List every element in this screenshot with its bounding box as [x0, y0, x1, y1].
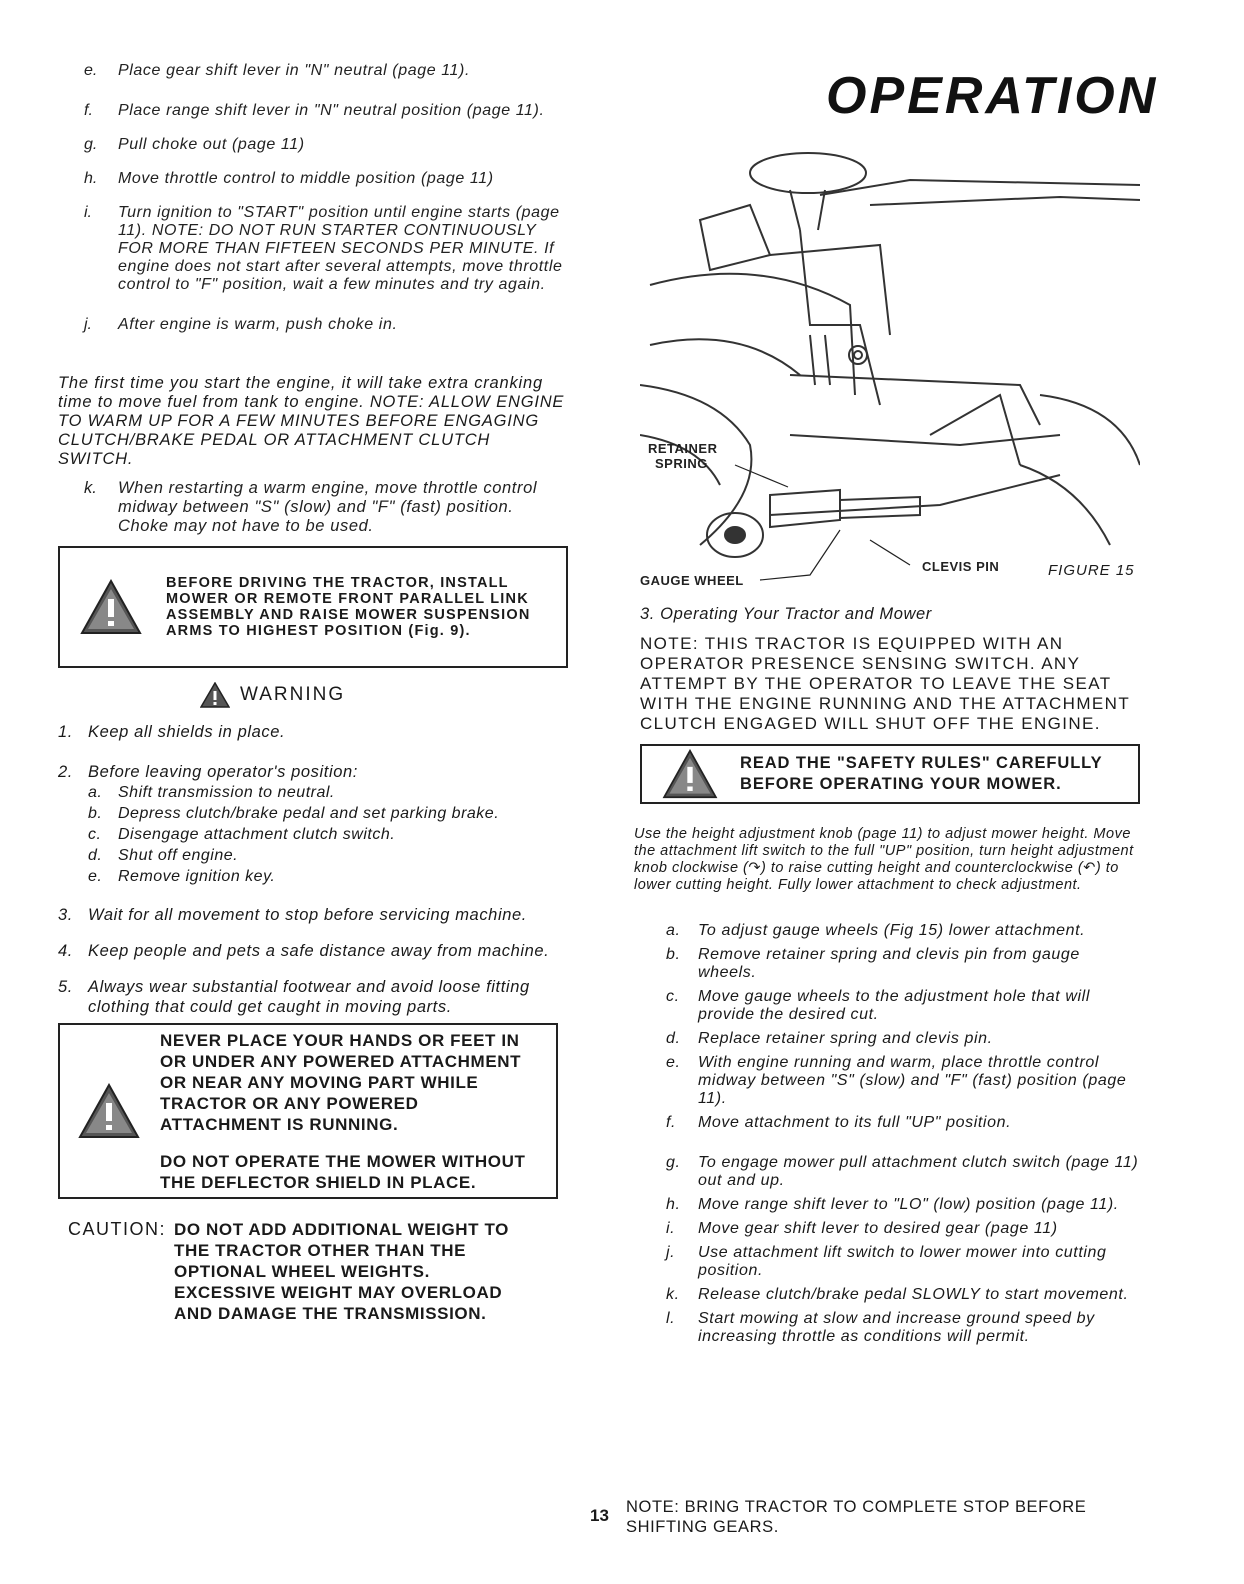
- sub-text: Depress clutch/brake pedal and set parking brake.: [118, 805, 500, 822]
- step-label: i.: [84, 204, 92, 221]
- step-text: Use attachment lift switch to lower mower into cutting position.: [698, 1244, 1107, 1279]
- operator-note: NOTE: THIS TRACTOR IS EQUIPPED WITH AN OPERATOR PRESENCE SENSING SWITCH. ANY ATTEMPT BY THE OPERATOR TO LEAVE THE SEAT WITH THE ENGINE RUNNING AND THE ATTACHMENT CLUTCH ENGAGED WILL SHUT OFF THE ENGINE.: [640, 634, 1130, 733]
- item-text: Always wear substantial footwear and avoid loose fitting clothing that could get caught in moving parts.: [88, 978, 530, 1016]
- step-label: g.: [666, 1154, 681, 1171]
- sub-text: Disengage attachment clutch switch.: [118, 826, 396, 843]
- label-gauge-wheel: GAUGE WHEEL: [640, 573, 744, 588]
- box2-para2: DO NOT OPERATE THE MOWER WITHOUT THE DEFLECTOR SHIELD IN PLACE.: [160, 1151, 526, 1192]
- label-retainer: RETAINER: [648, 441, 718, 456]
- warning-item: [58, 941, 568, 961]
- step-k: [58, 479, 568, 536]
- right-column: [634, 605, 1140, 1352]
- warning-heading: [200, 682, 568, 708]
- right-step: [640, 1244, 1140, 1280]
- sub-label: c.: [88, 826, 102, 843]
- step-e: [58, 62, 568, 80]
- step-text: Move gauge wheels to the adjustment hole that will provide the desired cut.: [698, 988, 1090, 1023]
- step-text: When restarting a warm engine, move throttle control midway between "S" (slow) and "F" (fast) position. Choke may not have to be used.: [118, 479, 538, 535]
- step-label: c.: [666, 988, 680, 1005]
- warning-list: [58, 722, 568, 1017]
- step-label: i.: [666, 1220, 676, 1237]
- box3-text: READ THE "SAFETY RULES" CAREFULLY BEFORE OPERATING YOUR MOWER.: [740, 754, 1103, 793]
- step-text: Place gear shift lever in "N" neutral (page 11).: [118, 62, 471, 79]
- left-column: [58, 62, 568, 1324]
- warning-sublist: [58, 782, 568, 887]
- step-text: After engine is warm, push choke in.: [118, 316, 398, 333]
- step-label: h.: [666, 1196, 681, 1213]
- warning-item: [58, 977, 568, 1017]
- right-step: [640, 946, 1140, 982]
- step-label: e.: [666, 1054, 681, 1071]
- warning-item: [58, 905, 568, 925]
- sub-label: a.: [88, 784, 103, 801]
- step-text: With engine running and warm, place throttle control midway between "S" (slow) and "F" (fast) position (page 11).: [698, 1054, 1127, 1107]
- step-label: k.: [666, 1286, 680, 1303]
- height-adjust-paragraph: Use the height adjustment knob (page 11) to adjust mower height. Move the attachment lift switch to the full "UP" position, turn height adjustment knob clockwise (↷) to raise cutting height and counterclockwise (↶) to lower cutting height. Fully lower attachment to check adjustment.: [634, 826, 1134, 893]
- step-text: Move attachment to its full "UP" position.: [698, 1114, 1012, 1131]
- step-f: [58, 102, 568, 120]
- label-spring: SPRING: [655, 456, 708, 471]
- box2-content: [160, 1030, 542, 1193]
- warning-box-hands: [58, 1023, 558, 1199]
- step-label: f.: [666, 1114, 677, 1131]
- warning-item: [58, 762, 568, 782]
- item-number: 4.: [58, 942, 73, 960]
- step-text: Release clutch/brake pedal SLOWLY to start movement.: [698, 1286, 1129, 1303]
- page-number: 13: [590, 1506, 609, 1525]
- step-label: l.: [666, 1310, 676, 1327]
- right-step: [640, 988, 1140, 1024]
- step-text: Place range shift lever in "N" neutral position (page 11).: [118, 102, 545, 119]
- step-label: k.: [84, 479, 97, 497]
- step-text: Remove retainer spring and clevis pin from gauge wheels.: [698, 946, 1080, 981]
- sub-label: b.: [88, 805, 103, 822]
- sub-label: e.: [88, 868, 103, 885]
- right-step: [640, 1220, 1140, 1238]
- figure-15-illustration: [640, 135, 1140, 585]
- step-label: h.: [84, 170, 98, 187]
- step-text: Replace retainer spring and clevis pin.: [698, 1030, 993, 1047]
- item-text: Keep people and pets a safe distance away from machine.: [88, 942, 550, 960]
- right-step: [640, 1030, 1140, 1048]
- step-text: Move range shift lever to "LO" (low) position (page 11).: [698, 1196, 1119, 1213]
- step-label: j.: [666, 1244, 676, 1261]
- step-i: [58, 204, 568, 294]
- sub-text: Shut off engine.: [118, 847, 239, 864]
- caution-block: [68, 1219, 568, 1324]
- first-time-paragraph: The first time you start the engine, it will take extra cranking time to move fuel from tank to engine. NOTE: ALLOW ENGINE TO WARM UP FOR A FEW MINUTES BEFORE ENGAGING CLUTCH/BRAKE PEDAL OR ATTACHMENT CLUTCH SWITCH.: [58, 374, 565, 468]
- warning-box-install: [58, 546, 568, 668]
- item-number: 2.: [58, 763, 73, 781]
- step-text: Start mowing at slow and increase ground speed by increasing throttle as conditions will permit.: [698, 1310, 1095, 1345]
- step-text: To adjust gauge wheels (Fig 15) lower attachment.: [698, 922, 1086, 939]
- right-step: [640, 1196, 1140, 1214]
- item-text: Wait for all movement to stop before servicing machine.: [88, 906, 527, 924]
- right-step: [640, 1054, 1140, 1108]
- caution-text: DO NOT ADD ADDITIONAL WEIGHT TO THE TRACTOR OTHER THAN THE OPTIONAL WHEEL WEIGHTS. EXCESSIVE WEIGHT MAY OVERLOAD AND DAMAGE THE TRANSMISSION.: [174, 1220, 509, 1323]
- sub-item: [58, 782, 568, 803]
- caution-label: CAUTION:: [68, 1219, 167, 1239]
- right-step: [640, 1310, 1140, 1346]
- sub-item: [58, 824, 568, 845]
- figure-caption: FIGURE 15: [1048, 562, 1135, 579]
- sub-text: Shift transmission to neutral.: [118, 784, 335, 801]
- right-step: [640, 922, 1140, 940]
- step-label: d.: [666, 1030, 681, 1047]
- steps-top: [58, 62, 568, 334]
- right-step: [640, 1114, 1140, 1132]
- item-number: 5.: [58, 978, 73, 996]
- step-text: Move throttle control to middle position (page 11): [118, 170, 494, 187]
- warning-box-safety: [640, 744, 1140, 804]
- sub-item: [58, 803, 568, 824]
- step-label: j.: [84, 316, 92, 333]
- step-g: [58, 136, 568, 154]
- right-steps-list: [640, 922, 1140, 1346]
- item-number: 3.: [58, 906, 73, 924]
- warning-triangle-icon: [78, 1083, 140, 1139]
- step-text: Turn ignition to "START" position until engine starts (page 11). NOTE: DO NOT RUN STARTER CONTINUOUSLY FOR MORE THAN FIFTEEN SECONDS PER MINUTE. If engine does not start after several attempts, move throttle control to "F" position, wait a few minutes and try again.: [118, 204, 563, 293]
- warning-triangle-icon: [662, 749, 718, 799]
- step-label: e.: [84, 62, 98, 79]
- right-step: [640, 1154, 1140, 1190]
- step-text: Move gear shift lever to desired gear (page 11): [698, 1220, 1058, 1237]
- step-j: [58, 316, 568, 334]
- step-label: g.: [84, 136, 98, 153]
- final-note: NOTE: BRING TRACTOR TO COMPLETE STOP BEFORE SHIFTING GEARS.: [626, 1498, 1087, 1536]
- step-text: To engage mower pull attachment clutch switch (page 11) out and up.: [698, 1154, 1139, 1189]
- step-text: Pull choke out (page 11): [118, 136, 305, 153]
- item-text: Before leaving operator's position:: [88, 763, 358, 781]
- warning-item: [58, 722, 568, 742]
- box2-para1: NEVER PLACE YOUR HANDS OR FEET IN OR UNDER ANY POWERED ATTACHMENT OR NEAR ANY MOVING PART WHILE TRACTOR OR ANY POWERED ATTACHMENT IS RUNNING.: [160, 1030, 522, 1134]
- sub-item: [58, 866, 568, 887]
- step-h: [58, 170, 568, 188]
- sub-text: Remove ignition key.: [118, 868, 276, 885]
- sub-label: d.: [88, 847, 103, 864]
- warning-triangle-icon: [80, 579, 142, 635]
- right-step: [640, 1286, 1140, 1304]
- section-3-title: 3. Operating Your Tractor and Mower: [640, 605, 932, 623]
- step-label: f.: [84, 102, 93, 119]
- item-text: Keep all shields in place.: [88, 723, 286, 741]
- warning-label: WARNING: [240, 684, 346, 705]
- box1-text: BEFORE DRIVING THE TRACTOR, INSTALL MOWER OR REMOTE FRONT PARALLEL LINK ASSEMBLY AND RAISE MOWER SUSPENSION ARMS TO HIGHEST POSITION (Fig. 9).: [166, 575, 531, 639]
- label-clevis-pin: CLEVIS PIN: [922, 559, 1000, 574]
- item-number: 1.: [58, 723, 73, 741]
- step-label: b.: [666, 946, 681, 963]
- page-title: OPERATION: [826, 67, 1159, 125]
- step-label: a.: [666, 922, 681, 939]
- warning-triangle-icon: [200, 682, 230, 708]
- sub-item: [58, 845, 568, 866]
